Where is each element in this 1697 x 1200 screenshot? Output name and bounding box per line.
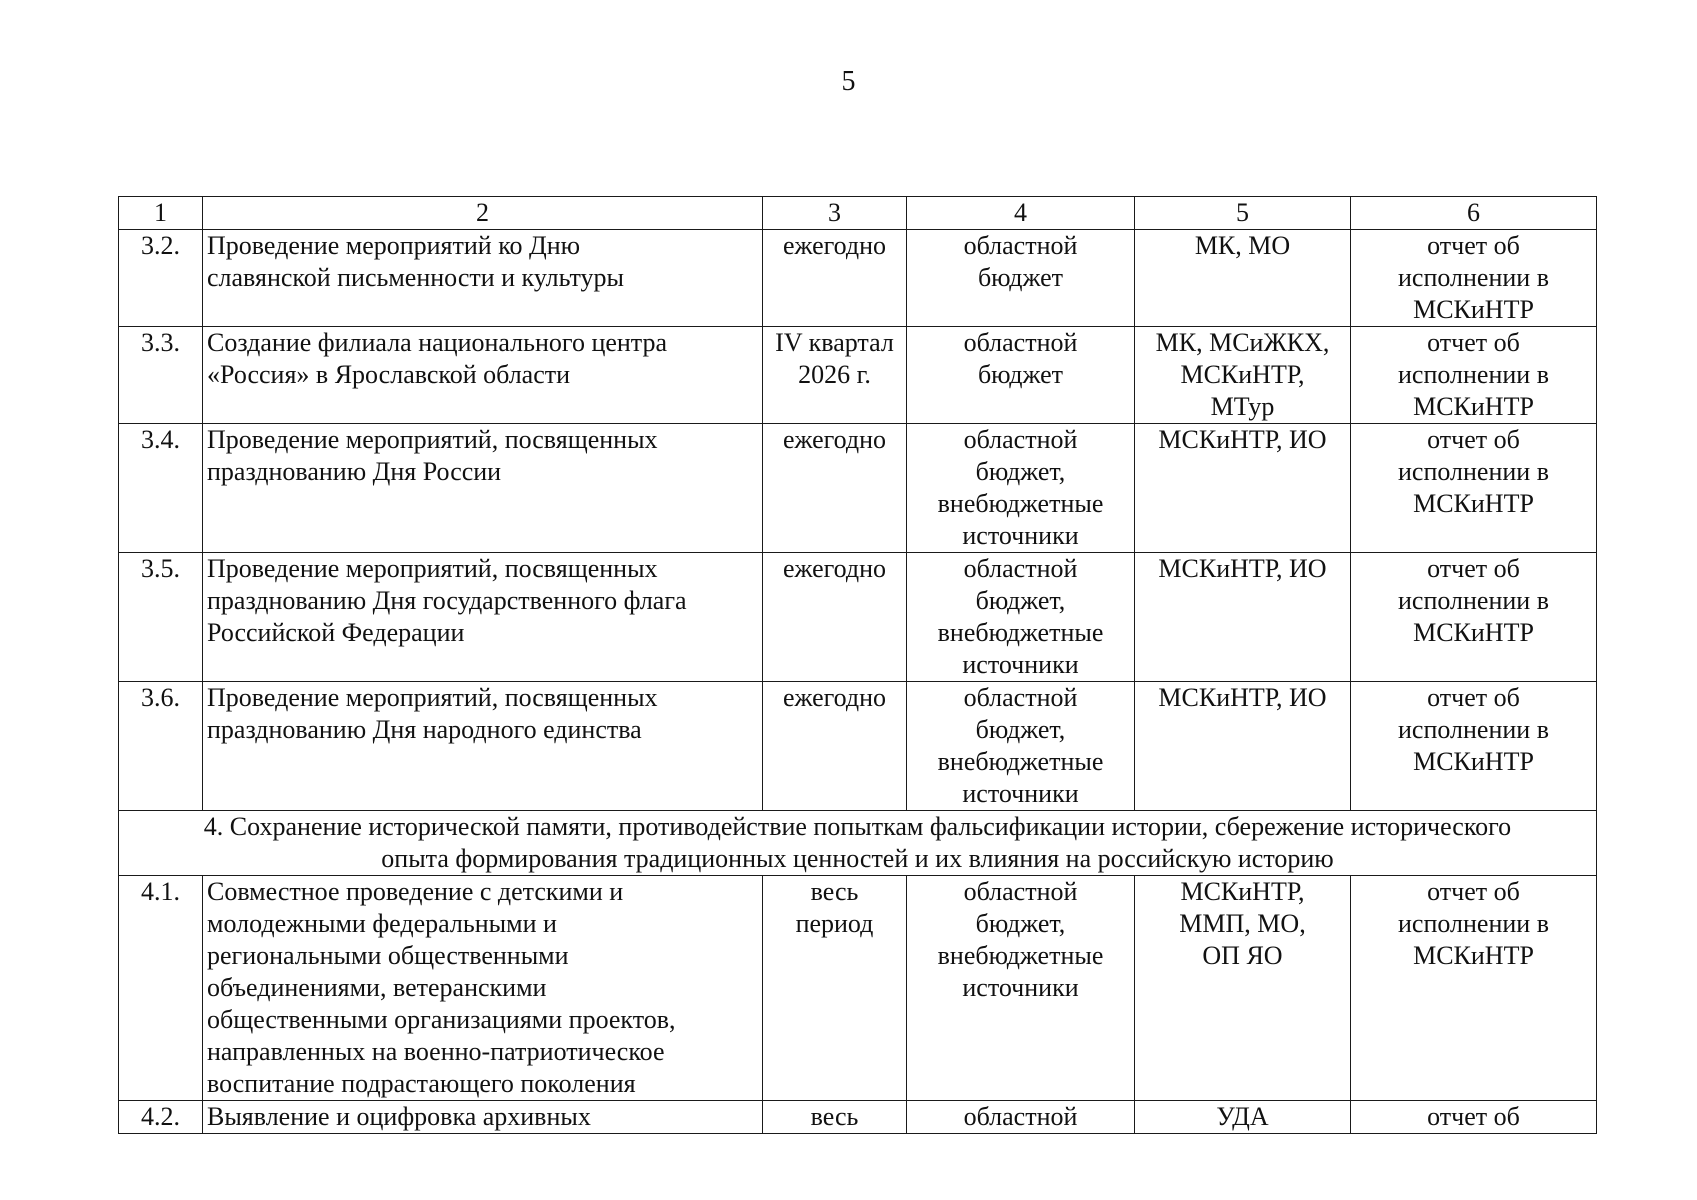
- executors: [1135, 553, 1351, 682]
- funding-source: [907, 230, 1135, 327]
- column-number-row: [119, 197, 1597, 230]
- column-number: 3: [763, 197, 907, 230]
- table-row: [119, 424, 1597, 553]
- report-form-line: отчет об: [1427, 877, 1520, 906]
- event-name-line: направленных на военно-патриотическое: [207, 1037, 665, 1066]
- column-number: 6: [1351, 197, 1597, 230]
- event-name: [203, 424, 763, 553]
- event-name: [203, 230, 763, 327]
- executors-line: ММП, МО,: [1179, 909, 1306, 938]
- term-line: 2026 г.: [798, 360, 871, 389]
- report-form-line: отчет об: [1427, 554, 1520, 583]
- item-number: 3.3.: [119, 327, 203, 424]
- funding-source-line: внебюджетные: [937, 489, 1104, 518]
- report-form-line: исполнении в: [1398, 586, 1549, 615]
- term-line: весь: [810, 1102, 859, 1131]
- event-name-line: молодежными федеральными и: [207, 909, 557, 938]
- executors-line: МСКиНТР,: [1180, 360, 1305, 389]
- report-form: [1351, 553, 1597, 682]
- event-name-line: Совместное проведение с детскими и: [207, 877, 624, 906]
- table-row: [119, 230, 1597, 327]
- page-number: 5: [841, 66, 856, 97]
- column-number: 4: [907, 197, 1135, 230]
- event-name-line: Выявление и оцифровка архивных: [207, 1102, 591, 1131]
- funding-source-line: бюджет,: [975, 715, 1066, 744]
- section-title-line: 4. Сохранение исторической памяти, противодействие попыткам фальсификации истории, сбережение исторического: [203, 812, 1512, 841]
- event-name-line: славянской письменности и культуры: [207, 263, 625, 292]
- term: [763, 1101, 907, 1134]
- report-form: [1351, 230, 1597, 327]
- table-row: [119, 682, 1597, 811]
- funding-source-line: бюджет,: [975, 586, 1066, 615]
- event-name-line: Российской Федерации: [207, 618, 465, 647]
- funding-source-line: областной: [963, 554, 1078, 583]
- executors-line: МК, МСиЖКХ,: [1155, 328, 1330, 357]
- event-name-line: региональными общественными: [207, 941, 569, 970]
- executors: [1135, 230, 1351, 327]
- column-number: 1: [119, 197, 203, 230]
- event-name-line: «Россия» в Ярославской области: [207, 360, 571, 389]
- funding-source-line: бюджет: [977, 263, 1064, 292]
- report-form: [1351, 424, 1597, 553]
- event-name-line: празднованию Дня России: [207, 457, 502, 486]
- executors: [1135, 1101, 1351, 1134]
- event-name: [203, 1101, 763, 1134]
- event-name-line: Проведение мероприятий ко Дню: [207, 231, 581, 260]
- funding-source: [907, 424, 1135, 553]
- report-form-line: МСКиНТР: [1413, 295, 1534, 324]
- table-row: [119, 327, 1597, 424]
- funding-source-line: внебюджетные: [937, 941, 1104, 970]
- funding-source: [907, 1101, 1135, 1134]
- item-number: 3.5.: [119, 553, 203, 682]
- term-line: IV квартал: [775, 328, 894, 357]
- term: [763, 327, 907, 424]
- executors-line: МСКиНТР, ИО: [1158, 554, 1327, 583]
- table-row: [119, 553, 1597, 682]
- event-name-line: Проведение мероприятий, посвященных: [207, 554, 658, 583]
- report-form-line: отчет об: [1427, 683, 1520, 712]
- funding-source: [907, 553, 1135, 682]
- term: [763, 424, 907, 553]
- funding-source-line: источники: [962, 521, 1079, 550]
- report-form-line: отчет об: [1427, 231, 1520, 260]
- funding-source-line: областной: [963, 425, 1078, 454]
- event-name: [203, 682, 763, 811]
- funding-source-line: областной: [963, 683, 1078, 712]
- report-form-line: МСКиНТР: [1413, 392, 1534, 421]
- report-form: [1351, 682, 1597, 811]
- executors: [1135, 876, 1351, 1101]
- executors: [1135, 424, 1351, 553]
- event-name-line: Проведение мероприятий, посвященных: [207, 683, 658, 712]
- term-line: период: [795, 909, 874, 938]
- table-row: [119, 876, 1597, 1101]
- funding-source-line: источники: [962, 973, 1079, 1002]
- report-form-line: отчет об: [1427, 425, 1520, 454]
- funding-source-line: источники: [962, 779, 1079, 808]
- table-row: [119, 1101, 1597, 1134]
- report-form-line: отчет об: [1427, 1102, 1520, 1131]
- report-form: [1351, 1101, 1597, 1134]
- funding-source-line: областной: [963, 877, 1078, 906]
- report-form: [1351, 876, 1597, 1101]
- executors-line: МСКиНТР,: [1180, 877, 1305, 906]
- report-form: [1351, 327, 1597, 424]
- report-form-line: исполнении в: [1398, 715, 1549, 744]
- funding-source-line: областной: [963, 328, 1078, 357]
- executors: [1135, 682, 1351, 811]
- report-form-line: МСКиНТР: [1413, 618, 1534, 647]
- funding-source-line: бюджет,: [975, 909, 1066, 938]
- funding-source-line: бюджет: [977, 360, 1064, 389]
- event-name-line: Создание филиала национального центра: [207, 328, 668, 357]
- executors-line: МК, МО: [1194, 231, 1291, 260]
- section-heading-row: [119, 811, 1597, 876]
- report-form-line: отчет об: [1427, 328, 1520, 357]
- funding-source-line: областной: [963, 231, 1078, 260]
- plan-table: [118, 196, 1597, 1134]
- term: [763, 230, 907, 327]
- executors-line: МТур: [1210, 392, 1275, 421]
- event-name-line: Проведение мероприятий, посвященных: [207, 425, 658, 454]
- executors: [1135, 327, 1351, 424]
- item-number: 3.4.: [119, 424, 203, 553]
- term-line: весь: [810, 877, 859, 906]
- event-name: [203, 327, 763, 424]
- term-line: ежегодно: [782, 554, 887, 583]
- executors-line: ОП ЯО: [1202, 941, 1283, 970]
- funding-source-line: внебюджетные: [937, 747, 1104, 776]
- term-line: ежегодно: [782, 231, 887, 260]
- report-form-line: исполнении в: [1398, 457, 1549, 486]
- event-name-line: общественными организациями проектов,: [207, 1005, 676, 1034]
- report-form-line: МСКиНТР: [1413, 941, 1534, 970]
- report-form-line: МСКиНТР: [1413, 747, 1534, 776]
- event-name-line: празднованию Дня народного единства: [207, 715, 642, 744]
- funding-source: [907, 327, 1135, 424]
- funding-source-line: источники: [962, 650, 1079, 679]
- report-form-line: исполнении в: [1398, 263, 1549, 292]
- report-form-line: исполнении в: [1398, 360, 1549, 389]
- item-number: 3.6.: [119, 682, 203, 811]
- section-title: [119, 811, 1597, 876]
- term-line: ежегодно: [782, 425, 887, 454]
- funding-source-line: областной: [963, 1102, 1078, 1131]
- item-number: 4.1.: [119, 876, 203, 1101]
- funding-source-line: бюджет,: [975, 457, 1066, 486]
- section-title-line: опыта формирования традиционных ценностей и их влияния на российскую историю: [381, 844, 1334, 873]
- term-line: ежегодно: [782, 683, 887, 712]
- executors-line: МСКиНТР, ИО: [1158, 425, 1327, 454]
- term: [763, 682, 907, 811]
- funding-source-line: внебюджетные: [937, 618, 1104, 647]
- report-form-line: исполнении в: [1398, 909, 1549, 938]
- report-form-line: МСКиНТР: [1413, 489, 1534, 518]
- funding-source: [907, 876, 1135, 1101]
- item-number: 3.2.: [119, 230, 203, 327]
- item-number: 4.2.: [119, 1101, 203, 1134]
- column-number: 2: [203, 197, 763, 230]
- event-name-line: воспитание подрастающего поколения: [207, 1069, 636, 1098]
- executors-line: МСКиНТР, ИО: [1158, 683, 1327, 712]
- column-number: 5: [1135, 197, 1351, 230]
- event-name: [203, 876, 763, 1101]
- event-name: [203, 553, 763, 682]
- event-name-line: объединениями, ветеранскими: [207, 973, 547, 1002]
- term: [763, 876, 907, 1101]
- executors-line: УДА: [1216, 1102, 1269, 1131]
- event-name-line: празднованию Дня государственного флага: [207, 586, 687, 615]
- funding-source: [907, 682, 1135, 811]
- term: [763, 553, 907, 682]
